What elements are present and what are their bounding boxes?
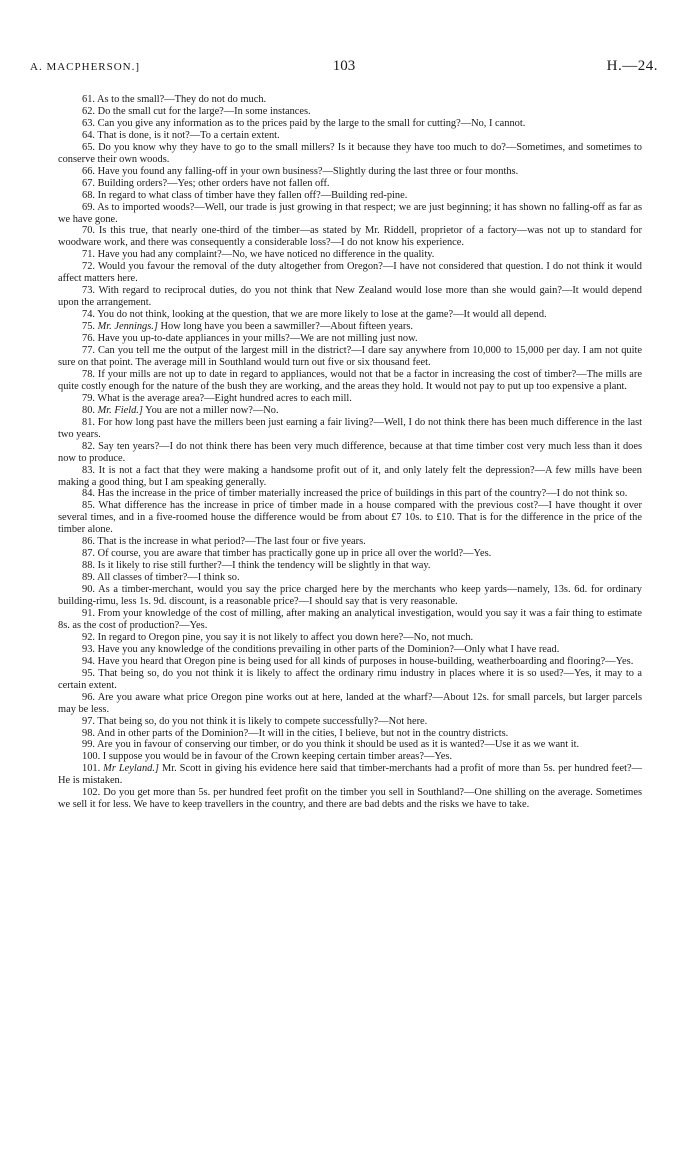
question-answer-paragraph: [58, 369, 642, 393]
question-number: 66.: [82, 165, 95, 177]
question-answer-paragraph: [58, 644, 642, 656]
question-answer-paragraph: [58, 178, 642, 190]
paragraph-text: Do you know why they have to go to the small millers? Is it because they have too much to do?—Sometimes, and sometimes to conserve their own woods.: [58, 141, 642, 165]
question-answer-paragraph: [58, 106, 642, 118]
question-answer-paragraph: [58, 608, 642, 632]
question-number: 99.: [82, 739, 95, 751]
paragraph-text: How long have you been a sawmiller?—About fifteen years.: [160, 321, 414, 333]
paragraph-text: Have you any knowledge of the conditions prevailing in other parts of the Dominion?—Only what I have read.: [97, 643, 560, 655]
question-number: 61.: [82, 94, 95, 105]
paragraph-text: It is not a fact that they were making a handsome profit out of it, and only lately felt the depression?—A few mills have been making a good thing, but I am speaking generally.: [58, 464, 642, 488]
paragraph-text: That being so, do you not think it is likely to compete successfully?—Not here.: [97, 715, 428, 727]
paragraph-text: What difference has the increase in price of timber made in a house compared with the previous cost?—I have thought it over several times, and in a five-roomed house the difference would be from about £7 10s. to £10. That is for the difference in the price of the timber alone.: [58, 500, 642, 536]
question-answer-paragraph: [58, 692, 642, 716]
paragraph-text: Have you had any complaint?—No, we have noticed no difference in the quality.: [97, 249, 435, 261]
paragraph-text: All classes of timber?—I think so.: [97, 572, 240, 584]
question-answer-paragraph: [58, 536, 642, 548]
question-number: 88.: [82, 560, 95, 572]
question-number: 80.: [82, 404, 95, 416]
question-number: 100.: [82, 751, 101, 763]
question-answer-paragraph: [58, 560, 642, 572]
question-answer-paragraph: [58, 405, 642, 417]
paragraph-text: In regard to Oregon pine, you say it is not likely to affect you down here?—No, not much.: [97, 631, 474, 643]
question-number: 62.: [82, 105, 95, 117]
question-number: 75.: [82, 321, 95, 333]
paragraph-text: As a timber-merchant, would you say the price charged here by the merchants who keep yards—namely, 13s. 6d. for ordinary building-rimu, less 1s. 9d. discount, is a reasonable price?—I should say that is very reasonable.: [58, 584, 643, 608]
question-answer-paragraph: [58, 668, 642, 692]
question-answer-paragraph: [58, 94, 642, 106]
question-number: 77.: [82, 345, 95, 357]
question-number: 87.: [82, 548, 95, 560]
question-number: 86.: [82, 536, 95, 548]
paragraph-text: Are you in favour of conserving our timber, or do you think it should be used as it is wanted?—Use it as we want it.: [97, 739, 580, 751]
question-number: 71.: [82, 249, 95, 261]
paragraph-text: Do you get more than 5s. per hundred feet profit on the timber you sell in Southland?—One shilling on the average. Sometimes we sell it for less. We have to keep travellers in the country, and there are bad debts and the risks we have to take.: [58, 787, 642, 811]
question-number: 91.: [82, 607, 95, 619]
question-number: 83.: [82, 464, 95, 476]
paragraph-text: You are not a miller now?—No.: [145, 404, 279, 416]
paragraph-text: Building orders?—Yes; other orders have not fallen off.: [97, 177, 330, 189]
question-number: 64.: [82, 129, 95, 141]
header-witness-name: A. MACPHERSON.]: [30, 61, 141, 73]
paragraph-text: Is it likely to rise still further?—I think the tendency will be slightly in that way.: [97, 560, 431, 572]
question-number: 65.: [82, 141, 95, 153]
question-number: 101.: [82, 763, 101, 775]
question-number: 67.: [82, 177, 95, 189]
question-answer-paragraph: [58, 656, 642, 668]
question-number: 79.: [82, 392, 95, 404]
question-answer-paragraph: [58, 488, 642, 500]
question-answer-paragraph: [58, 548, 642, 560]
question-answer-paragraph: [58, 393, 642, 405]
paragraph-text: You do not think, looking at the question, that we are more likely to lose at the game?—It would all depend.: [97, 309, 547, 321]
question-answer-paragraph: [58, 500, 642, 536]
paragraph-text: Have you up-to-date appliances in your mills?—We are not milling just now.: [97, 333, 418, 345]
paragraph-text: Are you aware what price Oregon pine works out at here, landed at the wharf?—About 12s. for small parcels, but larger parcels may be less.: [58, 691, 642, 715]
question-number: 76.: [82, 333, 95, 345]
question-answer-paragraph: [58, 166, 642, 178]
question-answer-paragraph: [58, 441, 642, 465]
question-answer-paragraph: [58, 142, 642, 166]
paragraph-text: In regard to what class of timber have they fallen off?—Building red-pine.: [97, 189, 408, 201]
paragraph-text: Have you found any falling-off in your own business?—Slightly during the last three or four months.: [97, 165, 519, 177]
question-number: 84.: [82, 488, 95, 500]
question-number: 63.: [82, 117, 95, 129]
evidence-text: [58, 94, 642, 811]
paragraph-text: Can you give any information as to the prices paid by the large to the small for cutting?—No, I cannot.: [97, 117, 526, 129]
paragraph-text: For how long past have the millers been just earning a fair living?—Well, I do not think there has been much difference in the last two years.: [58, 416, 642, 440]
paragraph-text: And in other parts of the Dominion?—It will in the cities, I believe, but not in the country districts.: [97, 727, 509, 739]
question-answer-paragraph: [58, 417, 642, 441]
question-number: 74.: [82, 309, 95, 321]
paragraph-text: Is this true, that nearly one-third of the timber—as stated by Mr. Riddell, proprietor of a factory—was not up to standard for woodware work, and there was consequently a considerable loss?—I do not know his experience.: [58, 225, 642, 249]
question-answer-paragraph: [58, 751, 642, 763]
paragraph-text: Say ten years?—I do not think there has been very much difference, because at that time timber cost very much less than it does now to produce.: [58, 440, 642, 464]
question-answer-paragraph: [58, 632, 642, 644]
question-number: 93.: [82, 643, 95, 655]
question-number: 98.: [82, 727, 95, 739]
paragraph-text: Of course, you are aware that timber has practically gone up in price all over the world?—Yes.: [97, 548, 492, 560]
question-number: 78.: [82, 368, 95, 380]
paragraph-text: That is the increase in what period?—The last four or five years.: [97, 536, 366, 548]
question-number: 85.: [82, 500, 95, 512]
paragraph-text: Would you favour the removal of the duty altogether from Oregon?—I have not considered that question. I do not think it would affect matters here.: [58, 261, 642, 285]
question-answer-paragraph: [58, 309, 642, 321]
question-answer-paragraph: [58, 249, 642, 261]
speaker-name: Mr. Field.]: [97, 404, 143, 416]
question-number: 81.: [82, 416, 95, 428]
question-number: 96.: [82, 691, 95, 703]
paragraph-text: Do the small cut for the large?—In some instances.: [97, 105, 311, 117]
question-answer-paragraph: [58, 572, 642, 584]
question-answer-paragraph: [58, 716, 642, 728]
question-number: 92.: [82, 631, 95, 643]
document-reference: H.—24.: [606, 58, 658, 74]
question-answer-paragraph: [58, 202, 642, 226]
speaker-name: Mr Leyland.]: [103, 763, 159, 775]
question-number: 82.: [82, 440, 95, 452]
question-number: 94.: [82, 655, 95, 667]
page-header: [30, 58, 658, 80]
paragraph-text: Has the increase in the price of timber materially increased the price of buildings in this part of the country?—I do not think so.: [97, 488, 628, 500]
question-answer-paragraph: [58, 130, 642, 142]
question-number: 97.: [82, 715, 95, 727]
question-number: 68.: [82, 189, 95, 201]
question-answer-paragraph: [58, 321, 642, 333]
question-answer-paragraph: [58, 190, 642, 202]
question-number: 70.: [82, 225, 95, 237]
question-number: 90.: [82, 584, 95, 596]
question-number: 73.: [82, 285, 95, 297]
question-answer-paragraph: [58, 333, 642, 345]
paragraph-text: With regard to reciprocal duties, do you not think that New Zealand would lose more than she would gain?—It would depend upon the arrangement.: [58, 285, 642, 309]
question-answer-paragraph: [58, 465, 642, 489]
question-answer-paragraph: [58, 285, 642, 309]
paragraph-text: From your knowledge of the cost of milling, after making an analytical investigation, would you say it was a fair thing to estimate 8s. as the cost of production?—Yes.: [58, 607, 642, 631]
question-answer-paragraph: [58, 261, 642, 285]
paragraph-text: As to imported woods?—Well, our trade is just growing in that respect; we are just beginning; it has shown no falling-off as far as we have gone.: [58, 201, 643, 225]
question-number: 72.: [82, 261, 95, 273]
question-answer-paragraph: [58, 728, 642, 740]
paragraph-text: Have you heard that Oregon pine is being used for all kinds of purposes in house-building, weatherboarding and flooring?—Yes.: [97, 655, 634, 667]
paragraph-text: Can you tell me the output of the largest mill in the district?—I dare say anywhere from 10,000 to 15,000 per day. I am not quite sure on that point. The average mill in Southland would turn out five or six thousand feet.: [58, 345, 642, 368]
speaker-name: Mr. Jennings.]: [97, 321, 158, 333]
question-answer-paragraph: [58, 584, 642, 608]
paragraph-text: If your mills are not up to date in regard to appliances, would not that be a factor in increasing the cost of timber?—The mills are quite costly enough for the nature of the bush they are working, and the areas they hold. It would not pay to put up too expensive a plant.: [58, 368, 642, 392]
paragraph-text: As to the small?—They do not do much.: [97, 94, 267, 105]
question-number: 69.: [82, 201, 95, 213]
paragraph-text: What is the average area?—Eight hundred acres to each mill.: [97, 392, 352, 404]
page-number: 103: [332, 58, 356, 74]
question-number: 95.: [82, 667, 95, 679]
question-answer-paragraph: [58, 345, 642, 369]
paragraph-text: I suppose you would be in favour of the Crown keeping certain timber areas?—Yes.: [102, 751, 453, 763]
question-answer-paragraph: [58, 787, 642, 811]
question-answer-paragraph: [58, 739, 642, 751]
question-number: 102.: [82, 787, 101, 799]
question-number: 89.: [82, 572, 95, 584]
question-answer-paragraph: [58, 763, 642, 787]
paragraph-text: Mr. Scott in giving his evidence here said that timber-merchants had a profit of more than 5s. per hundred feet?—He is mistaken.: [58, 763, 642, 787]
question-answer-paragraph: [58, 225, 642, 249]
paragraph-text: That being so, do you not think it is likely to affect the ordinary rimu industry in places where it is so used?—Yes, it may to a certain extent.: [58, 667, 642, 691]
paragraph-text: That is done, is it not?—To a certain extent.: [97, 129, 280, 141]
question-answer-paragraph: [58, 118, 642, 130]
